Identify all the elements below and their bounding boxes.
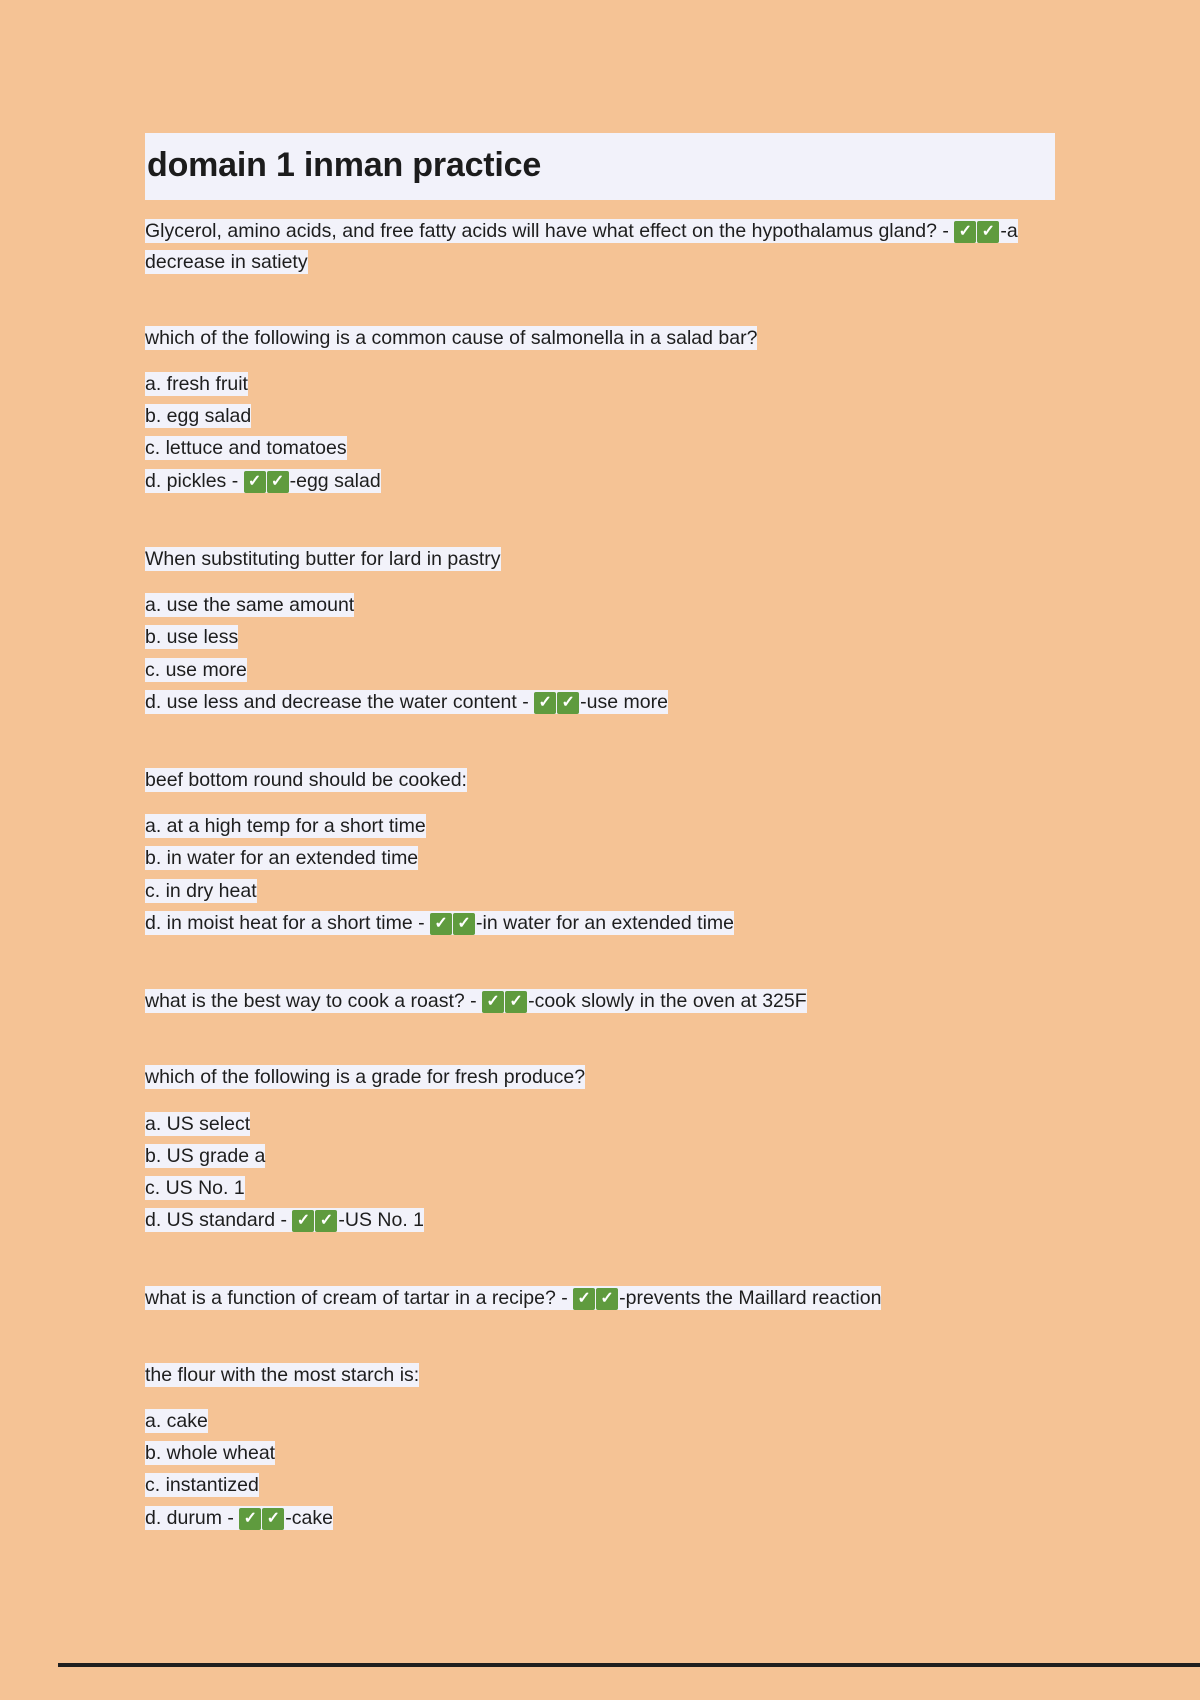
check-icon: ✓ xyxy=(557,692,579,714)
question-line xyxy=(145,544,1055,574)
answer-text: -prevents the Maillard reaction xyxy=(619,1287,882,1310)
answer-text: -in water for an extended time xyxy=(476,911,734,934)
question-text: what is the best way to cook a roast? - xyxy=(145,990,483,1013)
option-item: b. in water for an extended time xyxy=(145,847,419,870)
qa-block xyxy=(145,323,1055,496)
option-item: a. fresh fruit xyxy=(145,373,248,396)
check-marks xyxy=(292,1209,338,1231)
option-item: a. cake xyxy=(145,1409,208,1432)
question-line xyxy=(145,765,1055,795)
answer-text: -US No. 1 xyxy=(338,1209,425,1232)
question-line xyxy=(145,216,1055,276)
option-item: a. at a high temp for a short time xyxy=(145,815,426,838)
question-text: When substituting butter for lard in pastry xyxy=(145,547,501,570)
question-text: Glycerol, amino acids, and free fatty acids will have what effect on the hypothalamus gland? - xyxy=(145,220,955,243)
check-icon: ✓ xyxy=(954,221,976,243)
answer-text: -cook slowly in the oven at 325F xyxy=(528,990,807,1013)
answer-text: -egg salad xyxy=(289,469,381,492)
qa-block xyxy=(145,216,1055,276)
question-line xyxy=(145,1360,1055,1390)
question-line xyxy=(145,1283,1055,1313)
question-text: which of the following is a common cause of salmonella in a salad bar? xyxy=(145,326,758,349)
question-text: which of the following is a grade for fresh produce? xyxy=(145,1066,586,1089)
options-list xyxy=(145,1406,1055,1533)
check-icon: ✓ xyxy=(267,471,289,493)
check-icon: ✓ xyxy=(315,1210,337,1232)
check-icon: ✓ xyxy=(573,1288,595,1310)
option-item: d. in moist heat for a short time - ✓ ✓ -in water for an extended time xyxy=(145,911,734,934)
options-list xyxy=(145,1109,1055,1236)
qa-block xyxy=(145,1360,1055,1533)
check-icon: ✓ xyxy=(505,991,527,1013)
option-item: c. instantized xyxy=(145,1474,259,1497)
check-marks xyxy=(244,470,290,492)
question-text: what is a function of cream of tartar in a recipe? - xyxy=(145,1287,574,1310)
option-item: d. pickles - ✓ ✓ -egg salad xyxy=(145,469,381,492)
check-marks xyxy=(430,912,476,934)
check-icon: ✓ xyxy=(244,471,266,493)
option-item: a. US select xyxy=(145,1112,251,1135)
check-icon: ✓ xyxy=(534,692,556,714)
answer-text: -use more xyxy=(580,690,668,713)
option-item: d. use less and decrease the water content - ✓ ✓ -use more xyxy=(145,690,668,713)
check-icon: ✓ xyxy=(453,913,475,935)
check-icon: ✓ xyxy=(596,1288,618,1310)
option-item: c. lettuce and tomatoes xyxy=(145,437,347,460)
qa-block xyxy=(145,544,1055,717)
document-content xyxy=(145,133,1055,1535)
options-list xyxy=(145,590,1055,717)
footer-divider xyxy=(58,1663,1200,1667)
qa-block xyxy=(145,1283,1055,1313)
option-item: c. US No. 1 xyxy=(145,1176,245,1199)
check-icon: ✓ xyxy=(482,991,504,1013)
options-list xyxy=(145,369,1055,496)
question-line xyxy=(145,1062,1055,1092)
qa-block xyxy=(145,765,1055,938)
check-icon: ✓ xyxy=(430,913,452,935)
option-item: d. US standard - ✓ ✓ -US No. 1 xyxy=(145,1209,425,1232)
check-icon: ✓ xyxy=(239,1508,261,1530)
question-line xyxy=(145,323,1055,353)
qa-block xyxy=(145,986,1055,1016)
question-text: the flour with the most starch is: xyxy=(145,1363,420,1386)
check-icon: ✓ xyxy=(292,1210,314,1232)
option-item: c. use more xyxy=(145,658,247,681)
check-marks xyxy=(573,1287,619,1309)
check-marks xyxy=(482,990,528,1012)
option-item: b. US grade a xyxy=(145,1144,266,1167)
check-icon: ✓ xyxy=(977,221,999,243)
question-line xyxy=(145,986,1055,1016)
option-item: b. use less xyxy=(145,626,239,649)
check-icon: ✓ xyxy=(262,1508,284,1530)
qa-block xyxy=(145,1062,1055,1235)
options-list xyxy=(145,811,1055,938)
answer-text: -a decrease in satiety xyxy=(145,220,1018,273)
check-marks xyxy=(534,691,580,713)
answer-text: -cake xyxy=(285,1506,333,1529)
option-item: a. use the same amount xyxy=(145,594,355,617)
option-item: c. in dry heat xyxy=(145,879,257,902)
check-marks xyxy=(239,1507,285,1529)
question-text: beef bottom round should be cooked: xyxy=(145,769,467,792)
option-item: d. durum - ✓ ✓ -cake xyxy=(145,1506,333,1529)
check-marks xyxy=(954,220,1000,242)
title-bar xyxy=(145,133,1055,200)
option-item: b. egg salad xyxy=(145,405,252,428)
option-item: b. whole wheat xyxy=(145,1442,276,1465)
page-title: domain 1 inman practice xyxy=(147,146,542,184)
